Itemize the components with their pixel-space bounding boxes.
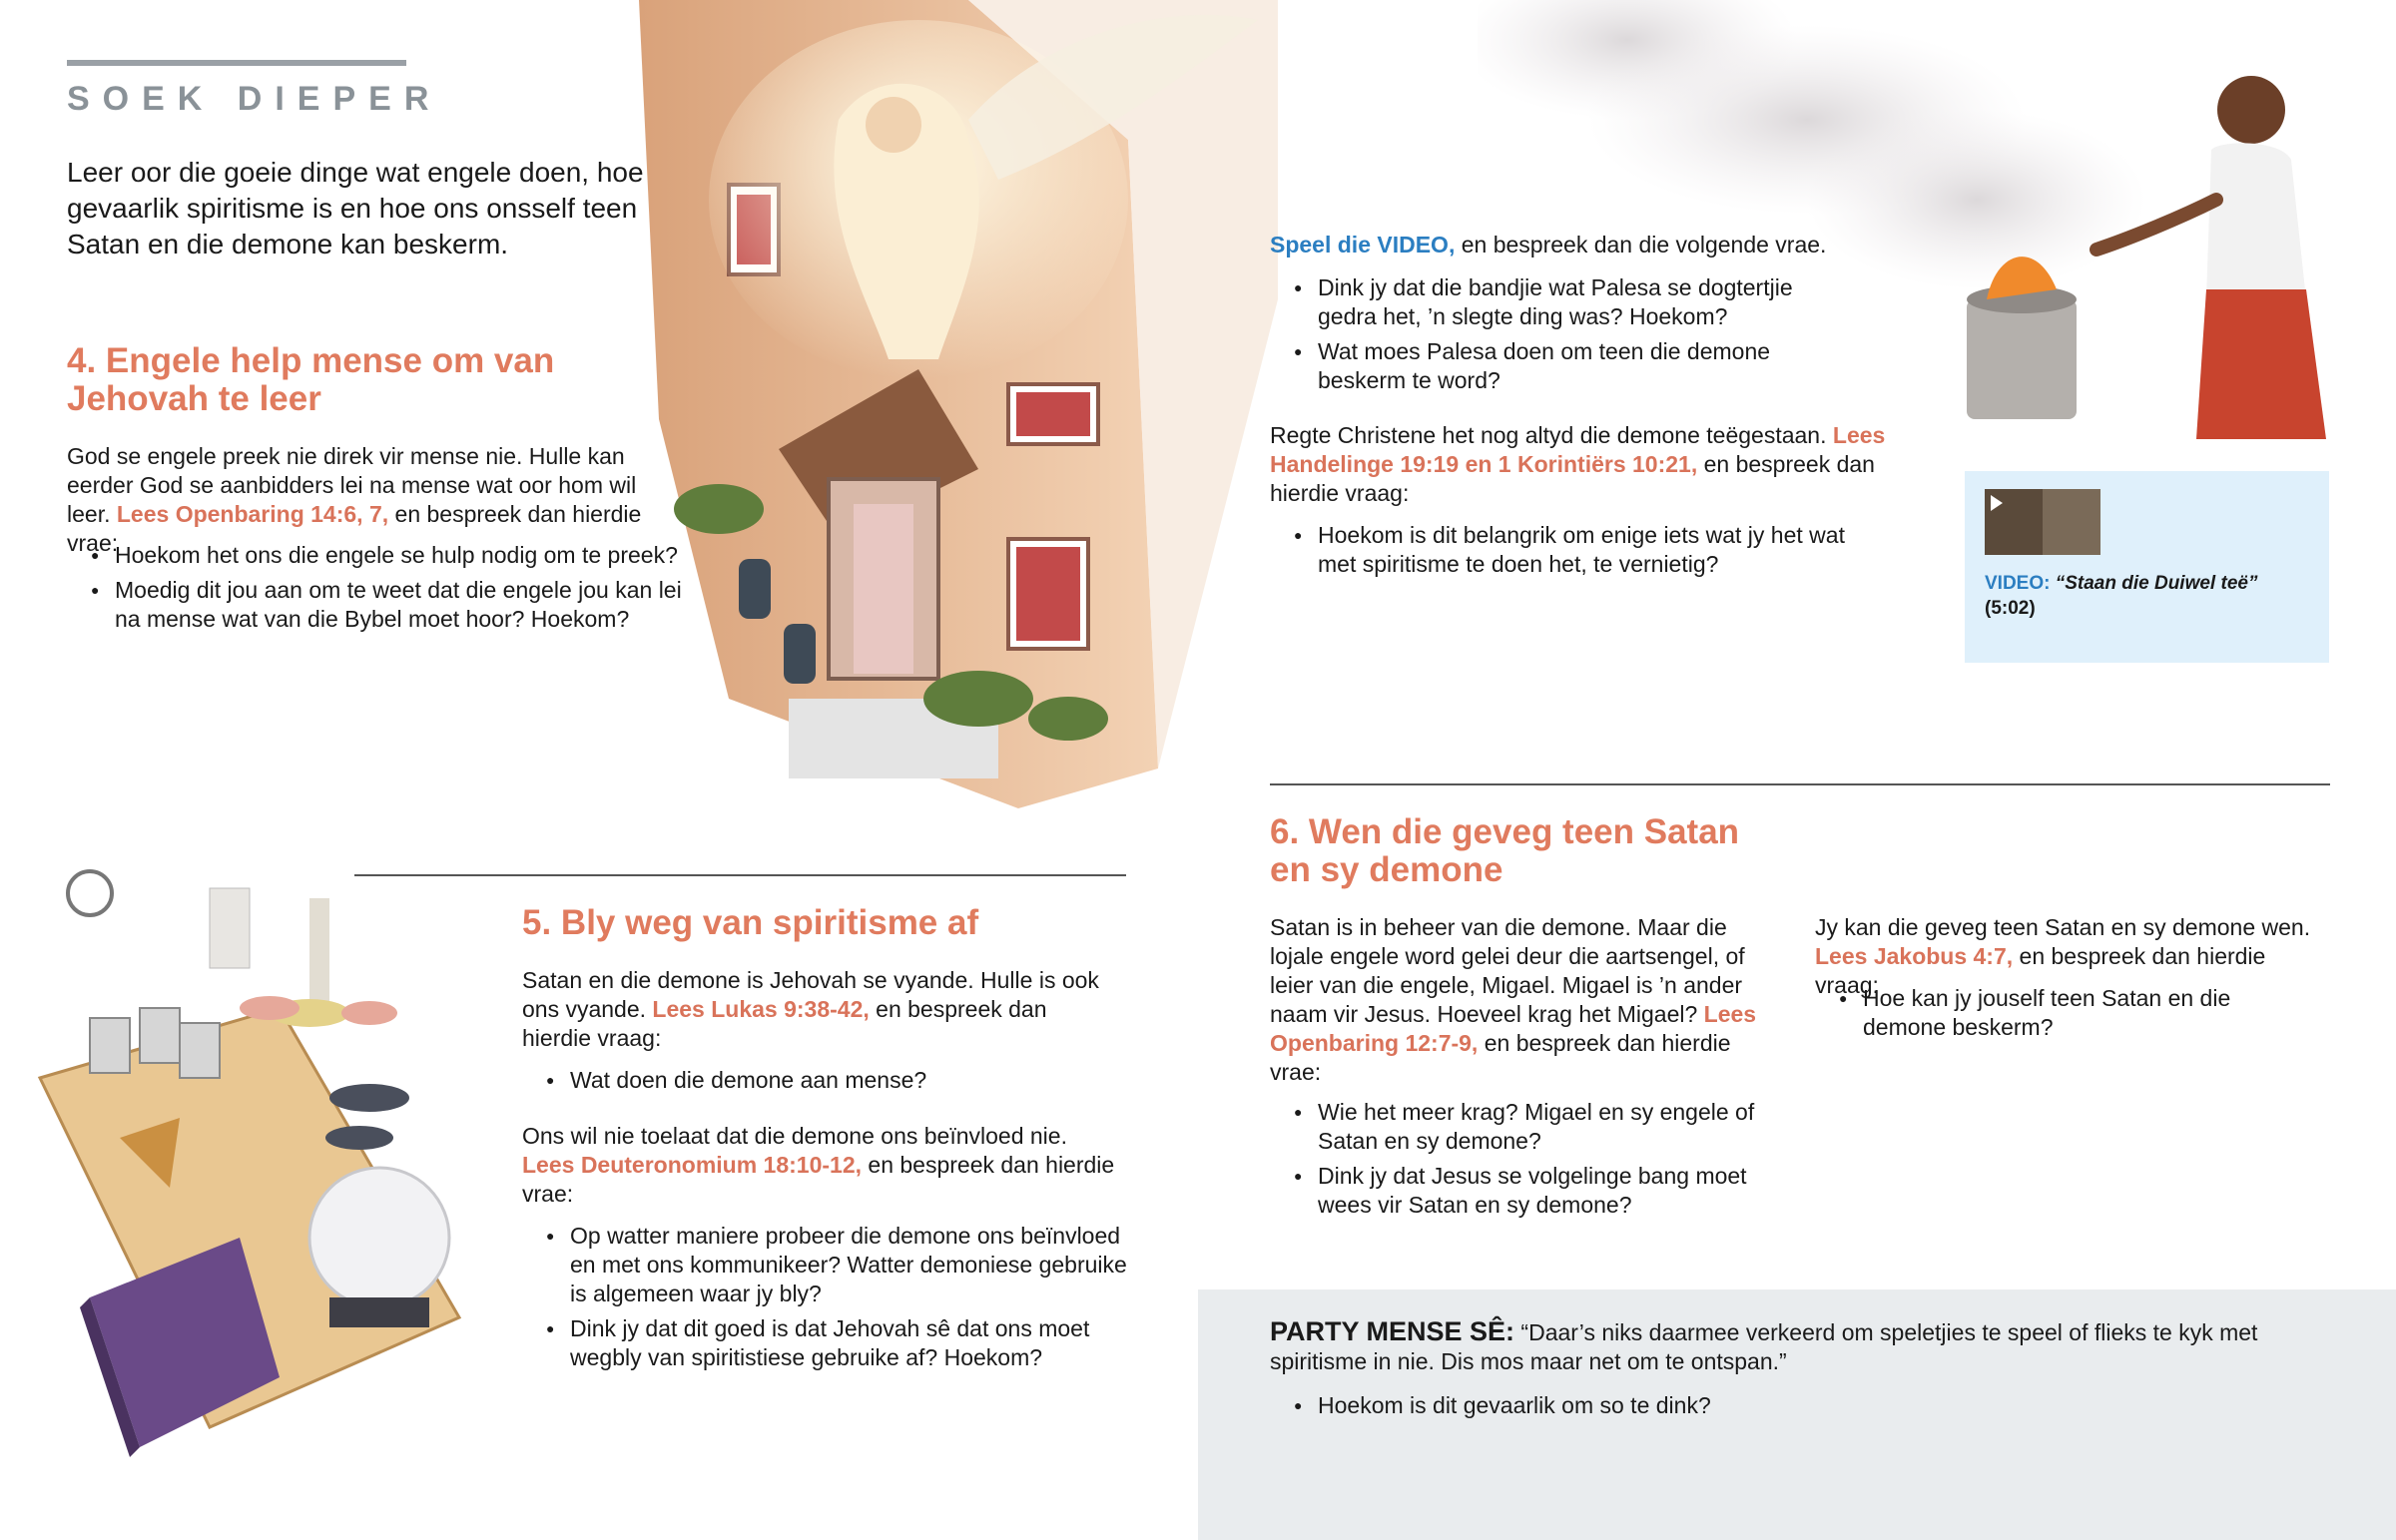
section-6-questions-2 [1815,984,2314,1048]
acts-reference[interactable]: Lees Handelinge 19:19 en 1 Korintiërs 10:21, [1270,422,1886,477]
revelation-12-reference-tail: en bespreek dan hierdie vrae: [1270,1030,1731,1085]
james-reference-tail: en bespreek dan hierdie vraag: [1815,943,2266,998]
intro-text: Leer oor die goeie dinge wat engele doen, hoe gevaarlik spiritisme is en hoe ons onsself teen Satan en die demone kan beskerm. [67,157,644,259]
video-duration: (5:02) [1985,598,2036,619]
video-title[interactable]: “Staan die Duiwel teë” [2055,573,2258,594]
burning-items-illustration [1478,0,2376,439]
section-5-text-2: Ons wil nie toelaat dat die demone ons beïnvloed nie. [522,1123,1067,1149]
section-6-title: 6. Wen die geveg teen Satan en sy demone [1270,812,1740,889]
list-item: ● Moedig dit jou aan om te weet dat die engele jou kan lei na mense wat van die Bybel moet hoor? Hoekom? [67,576,696,634]
play-video-link[interactable]: Speel die VIDEO, [1270,232,1456,257]
video-caption [1985,571,2314,621]
james-reference[interactable]: Lees Jakobus 4:7, [1815,943,2014,969]
list-item: ● Wat moes Palesa doen om teen die demone beskerm te word? [1270,337,1829,395]
deuteronomy-reference[interactable]: Lees Deuteronomium 18:10-12, [522,1152,863,1178]
some-people-say-questions [1270,1391,2168,1426]
list-item: ● Op watter maniere probeer die demone ons beïnvloed en met ons kommunikeer? Watter demoniese gebruike is algemeen waar jy bly? [522,1222,1131,1308]
list-item: ● Dink jy dat dit goed is dat Jehovah sê dat ons moet wegbly van spiritistiese gebruike af? Hoekom? [522,1314,1131,1372]
kicker-title: SOEK DIEPER [67,80,442,118]
section-5-questions-1 [522,1066,1121,1101]
deuteronomy-reference-tail: en bespreek dan hierdie vrae: [522,1152,1115,1207]
acts-reference-tail: en bespreek dan hierdie vraag: [1270,451,1875,506]
section-5-paragraph-1 [522,966,1121,1053]
kicker-rule [67,60,406,66]
list-item: ● Hoekom het ons die engele se hulp nodig om te preek? [67,541,696,570]
section-6-text-1: Satan is in beheer van die demone. Maar die lojale engele word gelei deur die aartsengel, of leier van die engele, Migael. Migael is ’n ander naam vir Jesus. Hoeveel krag het Migael? [1270,914,1745,1027]
list-item: ● Hoekom is dit belangrik om enige iets wat jy het wat met spiritisme te doen het, te vernietig? [1270,521,1869,579]
luke-reference[interactable]: Lees Lukas 9:38-42, [652,996,870,1022]
christians-text: Regte Christene het nog altyd die demone teëgestaan. [1270,422,1827,448]
list-item: ● Dink jy dat Jesus se volgelinge bang moet wees vir Satan en sy demone? [1270,1162,1779,1220]
section-4-title: 4. Engele help mense om van Jehovah te leer [67,341,555,418]
section-6-rule [1270,783,2330,785]
section-5-paragraph-2 [522,1122,1121,1209]
video-box[interactable] [1965,471,2329,663]
list-item: ● Hoekom is dit gevaarlik om so te dink? [1270,1391,2168,1420]
section-4-reference[interactable]: Lees Openbaring 14:6, 7, [116,501,389,527]
revelation-12-reference[interactable]: Lees Openbaring 12:7-9, [1270,1001,1757,1056]
some-people-say-label: PARTY MENSE SÊ: [1270,1316,1515,1346]
destroy-question [1270,521,1869,585]
luke-reference-tail: en bespreek dan hierdie vraag: [522,996,1047,1051]
video-lead-tail: en bespreek dan die volgende vrae. [1455,232,1827,257]
spiritism-items-illustration [30,848,509,1487]
some-people-say-box [1198,1289,2396,1540]
section-6-text-2: Jy kan die geveg teen Satan en sy demone wen. [1815,914,2311,940]
section-6-questions-1 [1270,1098,1779,1226]
video-thumbnail[interactable] [1985,489,2100,555]
section-5-questions-2 [522,1222,1131,1378]
some-people-say-text [1270,1317,2268,1376]
some-people-say-quote: “Daar’s niks daarmee verkeerd om speletjies te speel of flieks te kyk met spiritisme in nie. Dis mos maar net om te ontspan.” [1270,1319,2258,1374]
section-5-title: 5. Bly weg van spiritisme af [522,903,979,942]
list-item: ● Wat doen die demone aan mense? [522,1066,1121,1095]
angel-house-illustration [639,0,1278,818]
list-item: ● Dink jy dat die bandjie wat Palesa se dogtertjie gedra het, ’n slegte ding was? Hoekom? [1270,273,1829,331]
section-4-questions [67,541,696,640]
section-5-text-1: Satan en die demone is Jehovah se vyande. Hulle is ook ons vyande. [522,967,1099,1022]
list-item: ● Wie het meer krag? Migael en sy engele of Satan en sy demone? [1270,1098,1779,1156]
play-icon[interactable] [1991,495,2003,511]
section-6-paragraph-1 [1270,913,1769,1087]
section-4-reference-tail: en bespreek dan hierdie vrae: [67,501,642,556]
section-4-text: God se engele preek nie direk vir mense nie. Hulle kan eerder God se aanbidders lei na mense wat oor hom wil leer. [67,443,637,527]
list-item: ● Hoe kan jy jouself teen Satan en die demone beskerm? [1815,984,2314,1042]
video-label: VIDEO: [1985,573,2051,594]
